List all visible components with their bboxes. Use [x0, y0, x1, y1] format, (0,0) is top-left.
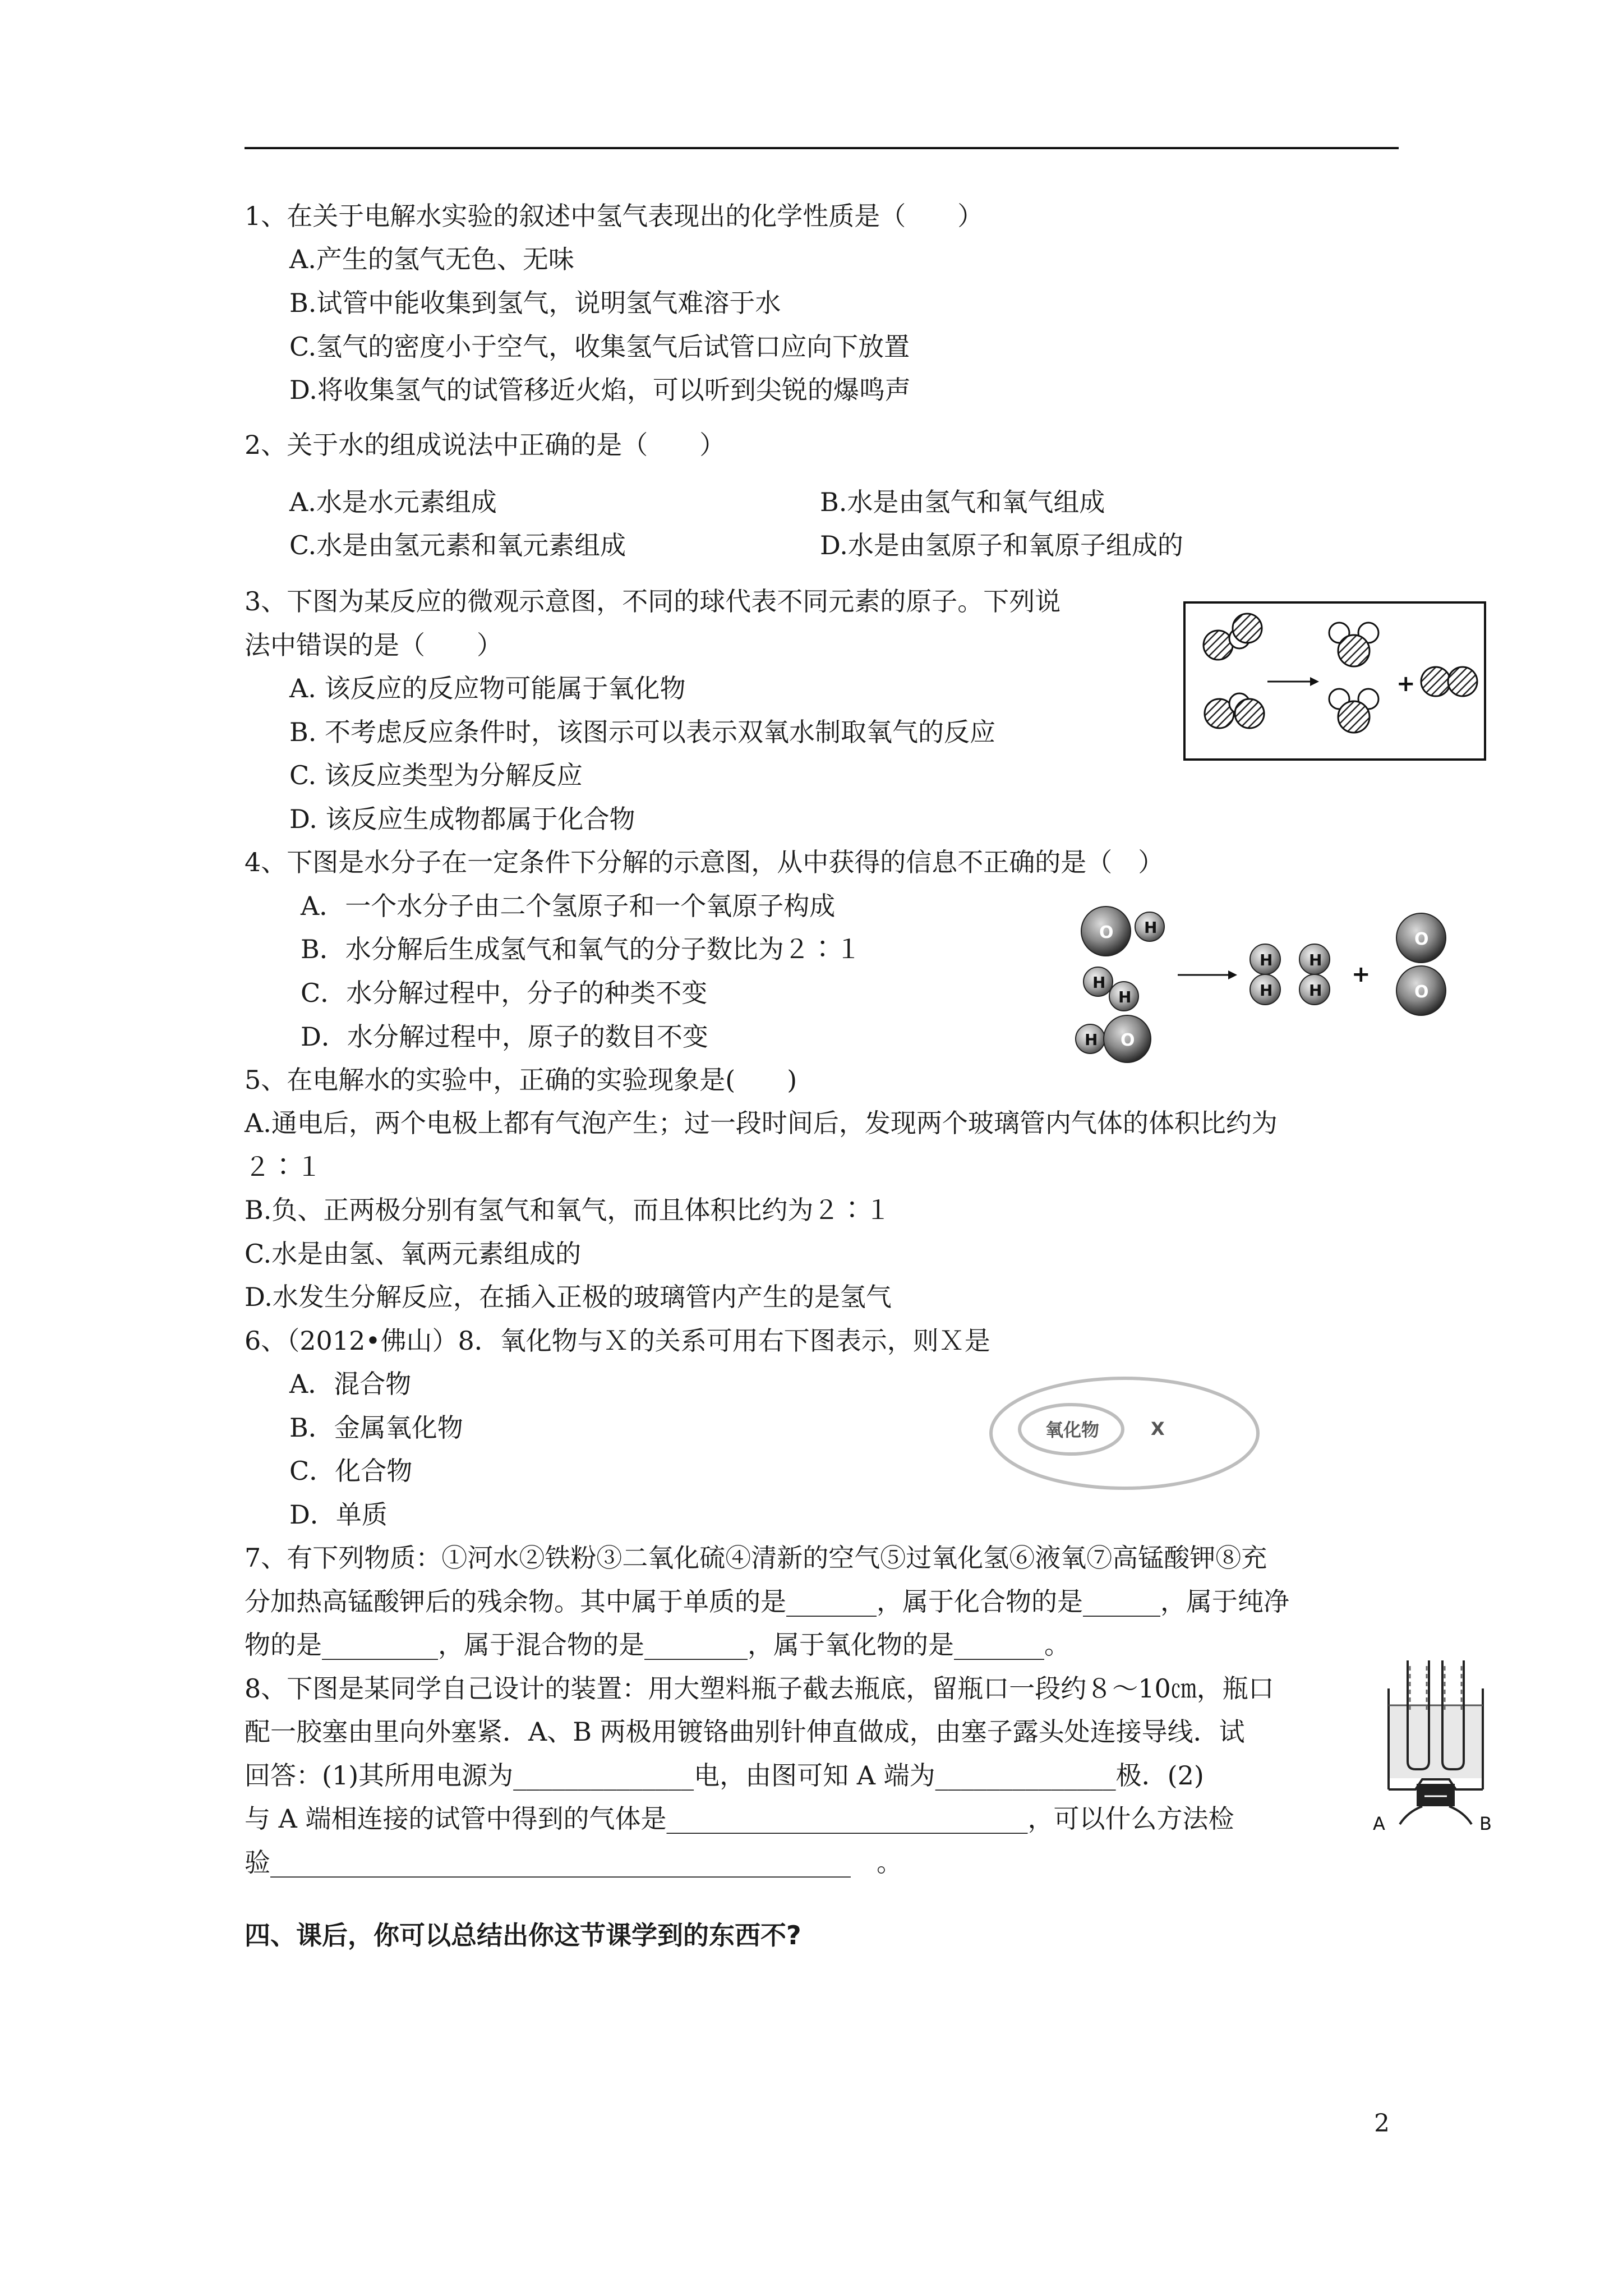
q4-hydrogen-pair [1083, 967, 1138, 1011]
page-number: 2 [1374, 2109, 1390, 2138]
q8-electrolysis-apparatus [1368, 1649, 1503, 1834]
q6-inner-label: 氧化物 [1045, 1419, 1100, 1441]
q8-line5: 验_____________________________________________ 。 [245, 1847, 902, 1878]
q8-line1: 8、下图是某同学自己设计的装置：用大塑料瓶子截去瓶底，留瓶口一段约８～10㎝，瓶口 [245, 1673, 1274, 1704]
q5-stem: 5、在电解水的实验中，正确的实验现象是( ) [245, 1065, 797, 1095]
q4-o-label: O [1414, 930, 1429, 949]
q8-line2: 配一胶塞由里向外塞紧．A、B 两极用镀铬曲别针伸直做成，由塞子露头处连接导线．试 [245, 1717, 1245, 1747]
q6-outer-label: X [1151, 1418, 1165, 1439]
q4-option-b: B．水分解后生成氢气和氧气的分子数比为２∶１ [301, 934, 861, 964]
q3-stem-line2: 法中错误的是（ ） [245, 630, 502, 660]
q2-stem: 2、关于水的组成说法中正确的是（ ） [245, 430, 726, 460]
q4-stem: 4、下图是水分子在一定条件下分解的示意图，从中获得的信息不正确的是（ ） [245, 847, 1164, 877]
q1-option-d: D.将收集氢气的试管移近火焰，可以听到尖锐的爆鸣声 [289, 375, 911, 405]
q5-option-a-cont: ２∶１ [245, 1152, 322, 1182]
q4-h-label: H [1144, 918, 1158, 937]
q4-water-molecule-1 [1081, 907, 1164, 956]
q3-stem-line1: 3、下图为某反应的微观示意图，不同的球代表不同元素的原子。下列说 [245, 586, 1061, 616]
q3-option-d: D. 该反应生成物都属于化合物 [289, 804, 635, 834]
q8-wire-a [1400, 1806, 1422, 1824]
q4-plus-sign: + [1352, 961, 1371, 987]
q1-option-b: B.试管中能收集到氢气，说明氢气难溶于水 [289, 288, 781, 318]
q1-option-a: A.产生的氢气无色、无味 [289, 244, 574, 274]
q4-option-d: D．水分解过程中，原子的数目不变 [301, 1022, 708, 1052]
q6-option-b: B．金属氧化物 [289, 1412, 463, 1443]
q4-h-label: H [1092, 973, 1106, 992]
header-rule [245, 147, 1399, 149]
q4-water-molecule-2 [1076, 1015, 1151, 1062]
q7-line2: 分加热高锰酸钾后的残余物。其中属于单质的是_______，属于化合物的是______，属于纯净 [245, 1586, 1289, 1617]
q8-stopper [1417, 1784, 1455, 1806]
q6-option-c: C．化合物 [289, 1456, 413, 1486]
q4-water-decomposition-diagram [1066, 898, 1469, 1066]
q6-option-d: D．单质 [289, 1499, 388, 1530]
q8-line3: 回答：(1)其所用电源为______________电，由图可知 A 端为______________极．(2) [245, 1760, 1204, 1791]
q3-plus-sign: + [1396, 671, 1415, 697]
q4-o-label: O [1099, 923, 1114, 942]
q8-wire-b [1449, 1806, 1472, 1824]
q5-option-d: D.水发生分解反应，在插入正极的玻璃管内产生的是氢气 [245, 1282, 892, 1312]
q4-oxygen-molecule [1396, 913, 1446, 1015]
q5-option-c: C.水是由氢、氧两元素组成的 [245, 1239, 582, 1269]
q4-h-label: H [1260, 981, 1273, 1000]
q4-h-label: H [1309, 981, 1322, 1000]
q7-line3: 物的是_________，属于混合物的是________，属于氧化物的是_______。 [245, 1630, 1070, 1660]
q3-reaction-diagram [1183, 601, 1486, 761]
section4-title: 四、课后，你可以总结出你这节课学到的东西不? [245, 1920, 801, 1950]
q4-h-label: H [1118, 988, 1132, 1006]
q3-option-a: A. 该反应的反应物可能属于氧化物 [289, 673, 686, 703]
q2-option-b: B.水是由氢气和氧气组成 [820, 487, 1105, 517]
q6-venn-diagram [987, 1374, 1262, 1492]
q5-option-a: A.通电后，两个电极上都有气泡产生；过一段时间后，发现两个玻璃管内气体的体积比约为 [245, 1108, 1278, 1138]
q4-h-label: H [1309, 951, 1322, 969]
q4-option-c: C．水分解过程中，分子的种类不变 [301, 978, 708, 1008]
q8-label-b: B [1479, 1813, 1492, 1834]
q4-o-label: O [1121, 1030, 1135, 1050]
q3-option-c: C. 该反应类型为分解反应 [289, 760, 583, 790]
q6-stem: 6、（2012•佛山）8．氧化物与Ｘ的关系可用右下图表示，则Ｘ是 [245, 1326, 990, 1356]
q4-arrow-icon [1178, 970, 1237, 979]
q2-option-a: A.水是水元素组成 [289, 487, 497, 517]
q3-option-b: B. 不考虑反应条件时，该图示可以表示双氧水制取氧气的反应 [289, 717, 996, 747]
q1-stem: 1、在关于电解水实验的叙述中氢气表现出的化学性质是（ ） [245, 201, 984, 231]
q4-hydrogen-molecule-1 [1250, 944, 1280, 1005]
q4-h-label: H [1085, 1030, 1098, 1049]
q4-o-label: O [1414, 982, 1429, 1002]
q4-h-label: H [1260, 951, 1273, 969]
q5-option-b: B.负、正两极分别有氢气和氧气，而且体积比约为２∶１ [245, 1195, 891, 1225]
q1-option-c: C.氢气的密度小于空气，收集氢气后试管口应向下放置 [289, 332, 910, 362]
q2-option-d: D.水是由氢原子和氧原子组成的 [820, 530, 1183, 560]
q8-label-a: A [1373, 1813, 1385, 1834]
q4-option-a: A．一个水分子由二个氢原子和一个氧原子构成 [301, 891, 836, 921]
q4-hydrogen-molecule-2 [1299, 944, 1330, 1005]
q7-line1: 7、有下列物质：①河水②铁粉③二氧化硫④清新的空气⑤过氧化氢⑥液氧⑦高锰酸钾⑧充 [245, 1543, 1267, 1573]
q2-option-c: C.水是由氢元素和氧元素组成 [289, 530, 626, 560]
q8-line4: 与 A 端相连接的试管中得到的气体是____________________________，可以什么方法检 [245, 1803, 1234, 1834]
q6-option-a: A．混合物 [289, 1369, 412, 1399]
